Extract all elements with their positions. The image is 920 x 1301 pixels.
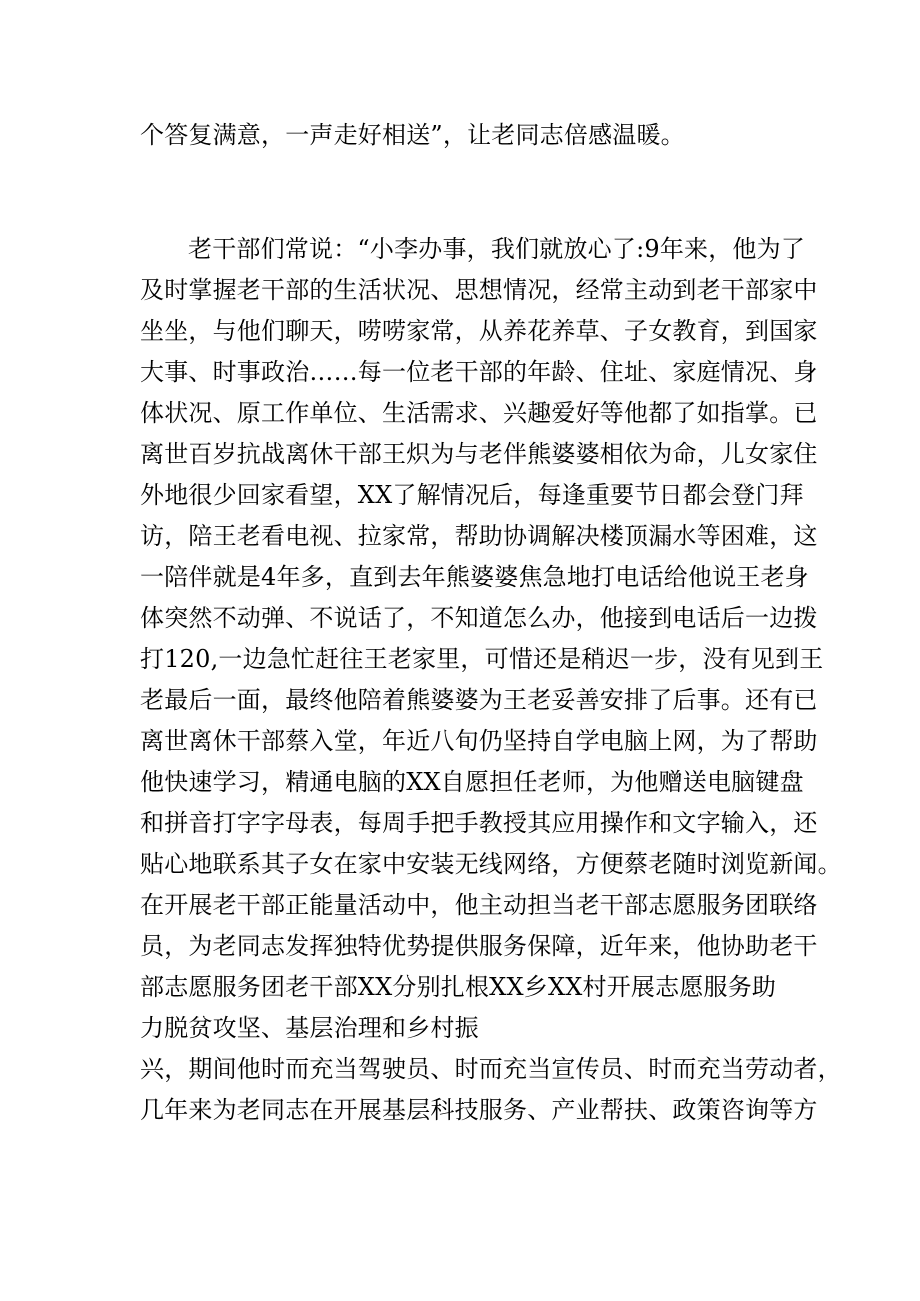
text-line: 体突然不动弹、不说话了，不知道怎么办，他接到电话后一边拨 [140,604,818,632]
text-line: 访，陪王老看电视、拉家常，帮助协调解决楼顶漏水等困难，这 [140,522,818,550]
text-line: 离世百岁抗战离休干部王炽为与老伴熊婆婆相依为命，儿女家住 [140,440,818,468]
text-line: 大事、时事政治……每一位老干部的年龄、住址、家庭情况、身 [140,358,818,386]
text-line: 老最后一面，最终他陪着熊婆婆为王老妥善安排了后事。还有已 [140,686,818,714]
text-line: 贴心地联系其子女在家中安装无线网络，方便蔡老随时浏览新闻。 [140,850,842,878]
text-line: 部志愿服务团老干部XX分别扎根XX乡XX村开展志愿服务助 [140,973,777,1001]
text-line: 老干部们常说：“小李办事，我们就放心了:9年来，他为了 [188,235,806,263]
text-line: 兴，期间他时而充当驾驶员、时而充当宣传员、时而充当劳动者， [140,1055,842,1083]
text-line: 在开展老干部正能量活动中，他主动担当老干部志愿服务团联络 [140,891,818,919]
text-line: 几年来为老同志在开展基层科技服务、产业帮扶、政策咨询等方 [140,1096,818,1124]
text-line: 体状况、原工作单位、生活需求、兴趣爱好等他都了如指掌。已 [140,399,818,427]
text-line: 外地很少回家看望，XX了解情况后，每逢重要节日都会登门拜 [140,481,804,509]
text-line: 坐坐，与他们聊天，唠唠家常，从养花养草、子女教育，到国家 [140,317,818,345]
text-line: 他快速学习，精通电脑的XX自愿担任老师，为他赠送电脑键盘 [140,768,804,796]
text-line: 和拼音打字字母表，每周手把手教授其应用操作和文字输入，还 [140,809,818,837]
text-line: 个答复满意，一声走好相送”，让老同志倍感温暖。 [140,121,685,149]
text-line: 打120,一边急忙赶往王老家里，可惜还是稍迟一步，没有见到王 [140,645,824,673]
text-line: 及时掌握老干部的生活状况、思想情况，经常主动到老干部家中 [140,276,818,304]
text-line: 员，为老同志发挥独特优势提供服务保障，近年来，他协助老干 [140,932,818,960]
text-line: 离世离休干部蔡入堂，年近八旬仍坚持自学电脑上网，为了帮助 [140,727,818,755]
text-line: 一陪伴就是4年多，直到去年熊婆婆焦急地打电话给他说王老身 [140,563,809,591]
text-line: 力脱贫攻坚、基层治理和乡村振 [140,1014,479,1042]
